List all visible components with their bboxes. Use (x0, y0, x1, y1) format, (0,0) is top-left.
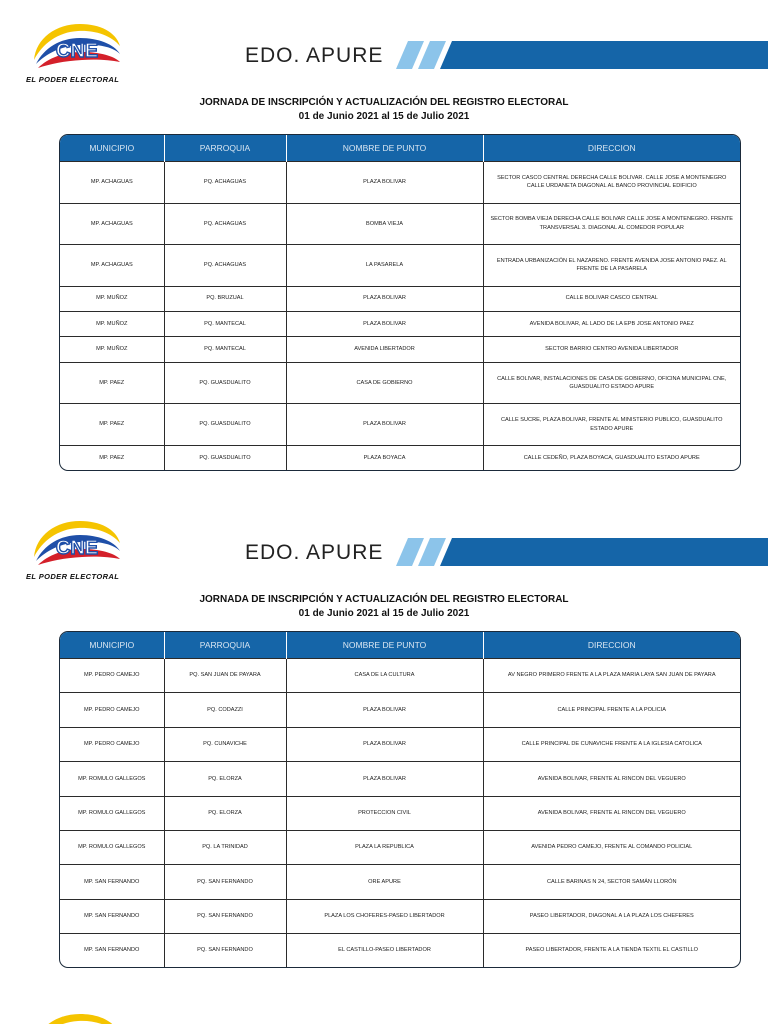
cell-municipio: MP. MUÑOZ (60, 286, 164, 311)
cell-direccion: CALLE BARINAS N 24, SECTOR SAMÁN LLORÓN (483, 865, 740, 899)
cell-municipio: MP. PEDRO CAMEJO (60, 693, 164, 727)
table-row (60, 762, 740, 796)
cell-direccion: SECTOR BARRIO CENTRO AVENIDA LIBERTADOR (483, 337, 740, 362)
cell-nombre-de-punto: AVENIDA LIBERTADOR (286, 337, 483, 362)
cell-direccion: AVENIDA BOLIVAR, FRENTE AL RINCON DEL VEGUERO (483, 762, 740, 796)
cell-parroquia: PQ. MANTECAL (164, 337, 286, 362)
cell-parroquia: PQ. ACHAGUAS (164, 245, 286, 287)
cell-direccion: SECTOR BOMBA VIEJA DERECHA CALLE BOLIVAR CALLE JOSE A MONTENEGRO. FRENTE TRANSVERSAL 3. DIAGONAL AL COMEDOR POPULAR (483, 203, 740, 245)
cell-municipio: MP. SAN FERNANDO (60, 899, 164, 933)
cell-direccion: SECTOR CASCO CENTRAL DERECHA CALLE BOLIVAR. CALLE JOSE A MONTENEGRO CALLE URDANETA DIAGONAL AL BANCO PROVINCIAL EDIFICIO (483, 162, 740, 204)
decorative-stripes (396, 41, 768, 69)
cell-parroquia: PQ. SAN FERNANDO (164, 934, 286, 967)
logo-tagline: EL PODER ELECTORAL (26, 75, 120, 84)
cell-parroquia: PQ. ACHAGUAS (164, 162, 286, 204)
cell-nombre-de-punto: BOMBA VIEJA (286, 203, 483, 245)
cell-parroquia: PQ. CODAZZI (164, 693, 286, 727)
cell-nombre-de-punto: PLAZA BOLIVAR (286, 311, 483, 336)
cell-municipio: MP. ROMULO GALLEGOS (60, 796, 164, 830)
table-row (60, 311, 740, 336)
cne-logo-icon (30, 20, 124, 72)
cell-parroquia: PQ. GUASDUALITO (164, 362, 286, 404)
cell-municipio: MP. PAEZ (60, 362, 164, 404)
cell-nombre-de-punto: PLAZA BOLIVAR (286, 762, 483, 796)
document-page-2 (0, 497, 768, 994)
table-row (60, 404, 740, 446)
column-header-municipio: MUNICIPIO (60, 632, 164, 659)
document-heading (0, 96, 768, 124)
cell-nombre-de-punto: CASA DE LA CULTURA (286, 659, 483, 693)
cell-nombre-de-punto: PLAZA BOLIVAR (286, 404, 483, 446)
column-header-nombre-de-punto: NOMBRE DE PUNTO (286, 135, 483, 162)
heading-line-2: 01 de Junio 2021 al 15 de Julio 2021 (298, 608, 470, 619)
table-row (60, 245, 740, 287)
cell-nombre-de-punto: CASA DE GOBIERNO (286, 362, 483, 404)
cell-direccion: CALLE PRINCIPAL DE CUNAVICHE FRENTE A LA IGLESIA CATOLICA (483, 727, 740, 761)
cell-direccion: CALLE SUCRE, PLAZA BOLIVAR, FRENTE AL MINISTERIO PUBLICO, GUASDUALITO ESTADO APURE (483, 404, 740, 446)
cell-direccion: PASEO LIBERTADOR, DIAGONAL A LA PLAZA LOS CHEFERES (483, 899, 740, 933)
cell-direccion: AVENIDA BOLIVAR, AL LADO DE LA EPB JOSE ANTONIO PAEZ (483, 311, 740, 336)
cell-nombre-de-punto: PLAZA BOLIVAR (286, 162, 483, 204)
cell-municipio: MP. SAN FERNANDO (60, 934, 164, 967)
cell-direccion: PASEO LIBERTADOR, FRENTE A LA TIENDA TEXTIL EL CASTILLO (483, 934, 740, 967)
column-header-direccion: DIRECCION (483, 135, 740, 162)
cell-parroquia: PQ. SAN FERNANDO (164, 899, 286, 933)
column-header-nombre-de-punto: NOMBRE DE PUNTO (286, 632, 483, 659)
table-row (60, 362, 740, 404)
cell-municipio: MP. ACHAGUAS (60, 162, 164, 204)
cne-logo (26, 517, 128, 583)
cell-parroquia: PQ. MANTECAL (164, 311, 286, 336)
table-header-row (60, 632, 740, 659)
svg-text:CNE: CNE (55, 537, 99, 559)
cell-nombre-de-punto: ORE APURE (286, 865, 483, 899)
cell-nombre-de-punto: PLAZA BOYACA (286, 445, 483, 470)
cell-direccion: AV NEGRO PRIMERO FRENTE A LA PLAZA MARIA LAYA SAN JUAN DE PAYARA (483, 659, 740, 693)
table-row (60, 286, 740, 311)
column-header-municipio: MUNICIPIO (60, 135, 164, 162)
cell-nombre-de-punto: EL CASTILLO-PASEO LIBERTADOR (286, 934, 483, 967)
cne-logo-next-page (30, 1010, 124, 1024)
table-row (60, 899, 740, 933)
heading-line-1: JORNADA DE INSCRIPCIÓN Y ACTUALIZACIÓN DEL REGISTRO ELECTORAL (199, 594, 569, 605)
table-row (60, 445, 740, 470)
cell-nombre-de-punto: PLAZA BOLIVAR (286, 286, 483, 311)
cell-municipio: MP. PEDRO CAMEJO (60, 727, 164, 761)
document-heading (0, 593, 768, 621)
cell-nombre-de-punto: PLAZA BOLIVAR (286, 693, 483, 727)
cell-nombre-de-punto: PLAZA LOS CHOFERES-PASEO LIBERTADOR (286, 899, 483, 933)
cell-direccion: CALLE BOLIVAR CASCO CENTRAL (483, 286, 740, 311)
cell-parroquia: PQ. ELORZA (164, 796, 286, 830)
registration-points-table (59, 134, 741, 471)
cell-municipio: MP. PAEZ (60, 404, 164, 446)
decorative-stripes (396, 538, 768, 566)
state-title: EDO. APURE (245, 44, 384, 67)
table-body (60, 162, 740, 471)
column-header-direccion: DIRECCION (483, 632, 740, 659)
cell-parroquia: PQ. SAN JUAN DE PAYARA (164, 659, 286, 693)
heading-line-2: 01 de Junio 2021 al 15 de Julio 2021 (298, 111, 470, 122)
table-body (60, 659, 740, 968)
cell-parroquia: PQ. GUASDUALITO (164, 445, 286, 470)
cell-parroquia: PQ. GUASDUALITO (164, 404, 286, 446)
cell-direccion: AVENIDA BOLIVAR, FRENTE AL RINCON DEL VEGUERO (483, 796, 740, 830)
cell-parroquia: PQ. LA TRINIDAD (164, 831, 286, 865)
table-row (60, 203, 740, 245)
cne-logo (26, 20, 128, 86)
cell-parroquia: PQ. ELORZA (164, 762, 286, 796)
cell-direccion: AVENIDA PEDRO CAMEJO, FRENTE AL COMANDO POLICIAL (483, 831, 740, 865)
cell-municipio: MP. PAEZ (60, 445, 164, 470)
table-row (60, 796, 740, 830)
cell-parroquia: PQ. BRUZUAL (164, 286, 286, 311)
table-row (60, 934, 740, 967)
table-row (60, 831, 740, 865)
table-row (60, 727, 740, 761)
cell-direccion: CALLE BOLIVAR, INSTALACIONES DE CASA DE GOBIERNO, OFICINA MUNICIPAL CNE, GUASDUALITO ESTADO APURE (483, 362, 740, 404)
table-row (60, 659, 740, 693)
cell-municipio: MP. MUÑOZ (60, 337, 164, 362)
table-row (60, 337, 740, 362)
cell-municipio: MP. ACHAGUAS (60, 203, 164, 245)
cell-parroquia: PQ. ACHAGUAS (164, 203, 286, 245)
cell-municipio: MP. ROMULO GALLEGOS (60, 762, 164, 796)
column-header-parroquia: PARROQUIA (164, 632, 286, 659)
table-row (60, 865, 740, 899)
cell-parroquia: PQ. CUNAVICHE (164, 727, 286, 761)
table-header-row (60, 135, 740, 162)
svg-text:CNE: CNE (55, 40, 99, 62)
heading-line-1: JORNADA DE INSCRIPCIÓN Y ACTUALIZACIÓN DEL REGISTRO ELECTORAL (199, 97, 569, 108)
cell-municipio: MP. ROMULO GALLEGOS (60, 831, 164, 865)
cell-nombre-de-punto: LA PASARELA (286, 245, 483, 287)
cell-direccion: CALLE PRINCIPAL FRENTE A LA POLICIA (483, 693, 740, 727)
table-row (60, 162, 740, 204)
cell-nombre-de-punto: PLAZA BOLIVAR (286, 727, 483, 761)
cell-municipio: MP. SAN FERNANDO (60, 865, 164, 899)
cell-municipio: MP. ACHAGUAS (60, 245, 164, 287)
cell-nombre-de-punto: PROTECCION CIVIL (286, 796, 483, 830)
cell-direccion: CALLE CEDEÑO, PLAZA BOYACA, GUASDUALITO ESTADO APURE (483, 445, 740, 470)
cne-logo-icon (30, 1010, 124, 1024)
document-page-1 (0, 0, 768, 497)
table-row (60, 693, 740, 727)
cell-direccion: ENTRADA URBANIZACIÓN EL NAZARENO. FRENTE AVENIDA JOSE ANTONIO PAEZ. AL FRENTE DE LA PASARELA (483, 245, 740, 287)
cell-municipio: MP. MUÑOZ (60, 311, 164, 336)
registration-points-table (59, 631, 741, 968)
cell-municipio: MP. PEDRO CAMEJO (60, 659, 164, 693)
cell-parroquia: PQ. SAN FERNANDO (164, 865, 286, 899)
cell-nombre-de-punto: PLAZA LA REPUBLICA (286, 831, 483, 865)
state-title: EDO. APURE (245, 541, 384, 564)
cne-logo-icon (30, 517, 124, 569)
column-header-parroquia: PARROQUIA (164, 135, 286, 162)
logo-tagline: EL PODER ELECTORAL (26, 572, 120, 581)
